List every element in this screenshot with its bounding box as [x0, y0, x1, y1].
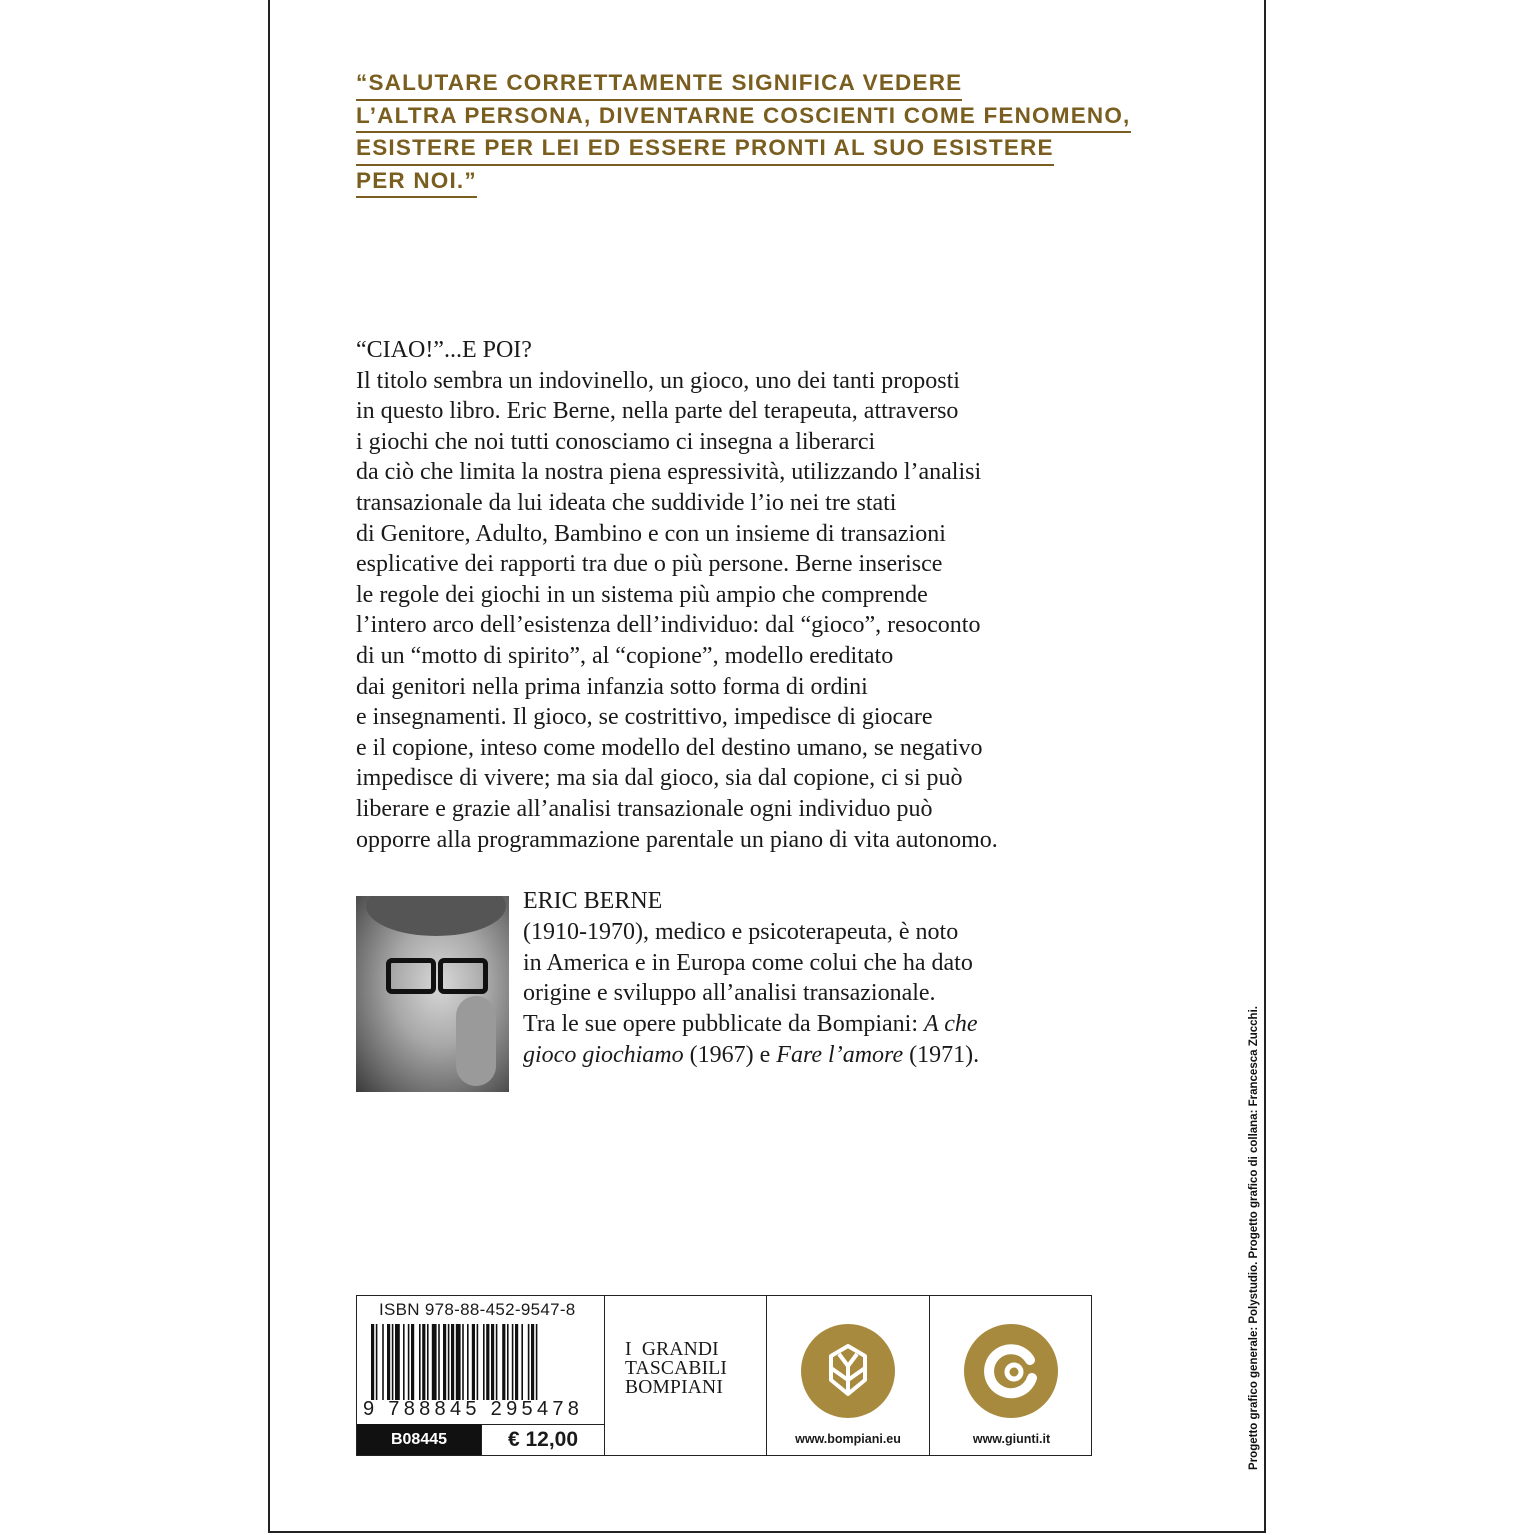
bompiani-url[interactable]: www.bompiani.eu — [795, 1432, 901, 1446]
author-glasses-left — [386, 958, 436, 994]
book-title-italic: Fare l’amore — [776, 1041, 904, 1068]
series-line: TASCABILI — [625, 1358, 728, 1379]
blurb-line: liberare e grazie all’analisi transazionale ogni individuo può — [356, 795, 933, 822]
price-label: € 12,00 — [481, 1424, 604, 1455]
bompiani-cell — [767, 1296, 930, 1455]
book-title-italic: gioco giochiamo — [523, 1041, 684, 1068]
series-line: BOMPIANI — [625, 1377, 724, 1398]
barcode-panel — [356, 1295, 1092, 1456]
bio-line: (1910-1970), medico e psicoterapeuta, è noto — [523, 918, 959, 945]
blurb-line: transazionale da lui ideata che suddivide l’io nei tre stati — [356, 489, 897, 516]
giunti-logo-icon — [964, 1324, 1058, 1418]
blurb-line: e insegnamenti. Il gioco, se costrittivo, impedisce di giocare — [356, 704, 933, 731]
bio-text: (1971). — [903, 1041, 980, 1068]
author-hand — [456, 996, 496, 1086]
blurb-line: Il titolo sembra un indovinello, un gioco, uno dei tanti proposti — [356, 367, 960, 394]
blurb-line: opporre alla programmazione parentale un piano di vita autonomo. — [356, 826, 998, 853]
blurb-line: in questo libro. Eric Berne, nella parte del terapeuta, attraverso — [356, 398, 959, 425]
series-cell — [605, 1296, 767, 1455]
cover-quote — [356, 68, 1131, 198]
quote-line: ESISTERE PER LEI ED ESSERE PRONTI AL SUO ESISTERE — [356, 133, 1054, 166]
blurb-line: dai genitori nella prima infanzia sotto forma di ordini — [356, 673, 868, 700]
barcode-icon — [363, 1324, 599, 1400]
series-name — [625, 1340, 727, 1397]
blurb-line: i giochi che noi tutti conosciamo ci insegna a liberarci — [356, 428, 876, 455]
blurb-line: di un “motto di spirito”, al “copione”, modello ereditato — [356, 642, 894, 669]
quote-line: PER NOI.” — [356, 166, 477, 199]
author-name: ERIC BERNE — [523, 888, 663, 914]
author-glasses-right — [438, 958, 488, 994]
blurb-line: e il copione, inteso come modello del destino umano, se negativo — [356, 734, 983, 761]
blurb-line: di Genitore, Adulto, Bambino e con un insieme di transazioni — [356, 520, 946, 547]
bio-line — [523, 1009, 1083, 1040]
giunti-url[interactable]: www.giunti.it — [972, 1432, 1051, 1446]
isbn-label: ISBN 978-88-452-9547-8 — [379, 1300, 576, 1319]
bio-line — [523, 1040, 1083, 1071]
barcode-digits: 9 788845 295478 — [363, 1398, 584, 1420]
blurb-line: l’intero arco dell’esistenza dell’individuo: dal “gioco”, resoconto — [356, 612, 981, 639]
isbn-cell — [357, 1296, 605, 1455]
author-hair — [366, 896, 506, 936]
book-title-italic: A che — [924, 1011, 978, 1038]
bio-text: Tra le sue opere pubblicate da Bompiani: — [523, 1011, 925, 1038]
bompiani-logo-icon — [801, 1324, 895, 1418]
bio-text: (1967) e — [683, 1041, 777, 1068]
quote-line: L’ALTRA PERSONA, DIVENTARNE COSCIENTI COME FENOMENO, — [356, 101, 1131, 134]
author-bio — [523, 886, 1083, 1071]
bio-line: origine e sviluppo all’analisi transazionale. — [523, 980, 936, 1007]
author-photo — [356, 896, 509, 1092]
book-blurb — [356, 335, 1096, 855]
blurb-line: esplicative dei rapporti tra due o più persone. Berne inserisce — [356, 551, 943, 578]
blurb-line: le regole dei giochi in un sistema più ampio che comprende — [356, 581, 928, 608]
blurb-line: da ciò che limita la nostra piena espressività, utilizzando l’analisi — [356, 459, 982, 486]
design-credits: Progetto grafico generale: Polystudio. Progetto grafico di collana: Francesca Zucchi. — [1248, 1006, 1260, 1470]
bio-line: in America e in Europa come colui che ha dato — [523, 949, 973, 976]
giunti-cell — [930, 1296, 1093, 1455]
blurb-line: impedisce di vivere; ma sia dal gioco, sia dal copione, ci si può — [356, 765, 963, 792]
series-line: I GRANDI — [625, 1339, 719, 1360]
quote-line: “SALUTARE CORRETTAMENTE SIGNIFICA VEDERE — [356, 68, 962, 101]
product-code-badge: B08445 — [357, 1424, 481, 1455]
blurb-heading: “CIAO!”...E POI? — [356, 337, 532, 363]
